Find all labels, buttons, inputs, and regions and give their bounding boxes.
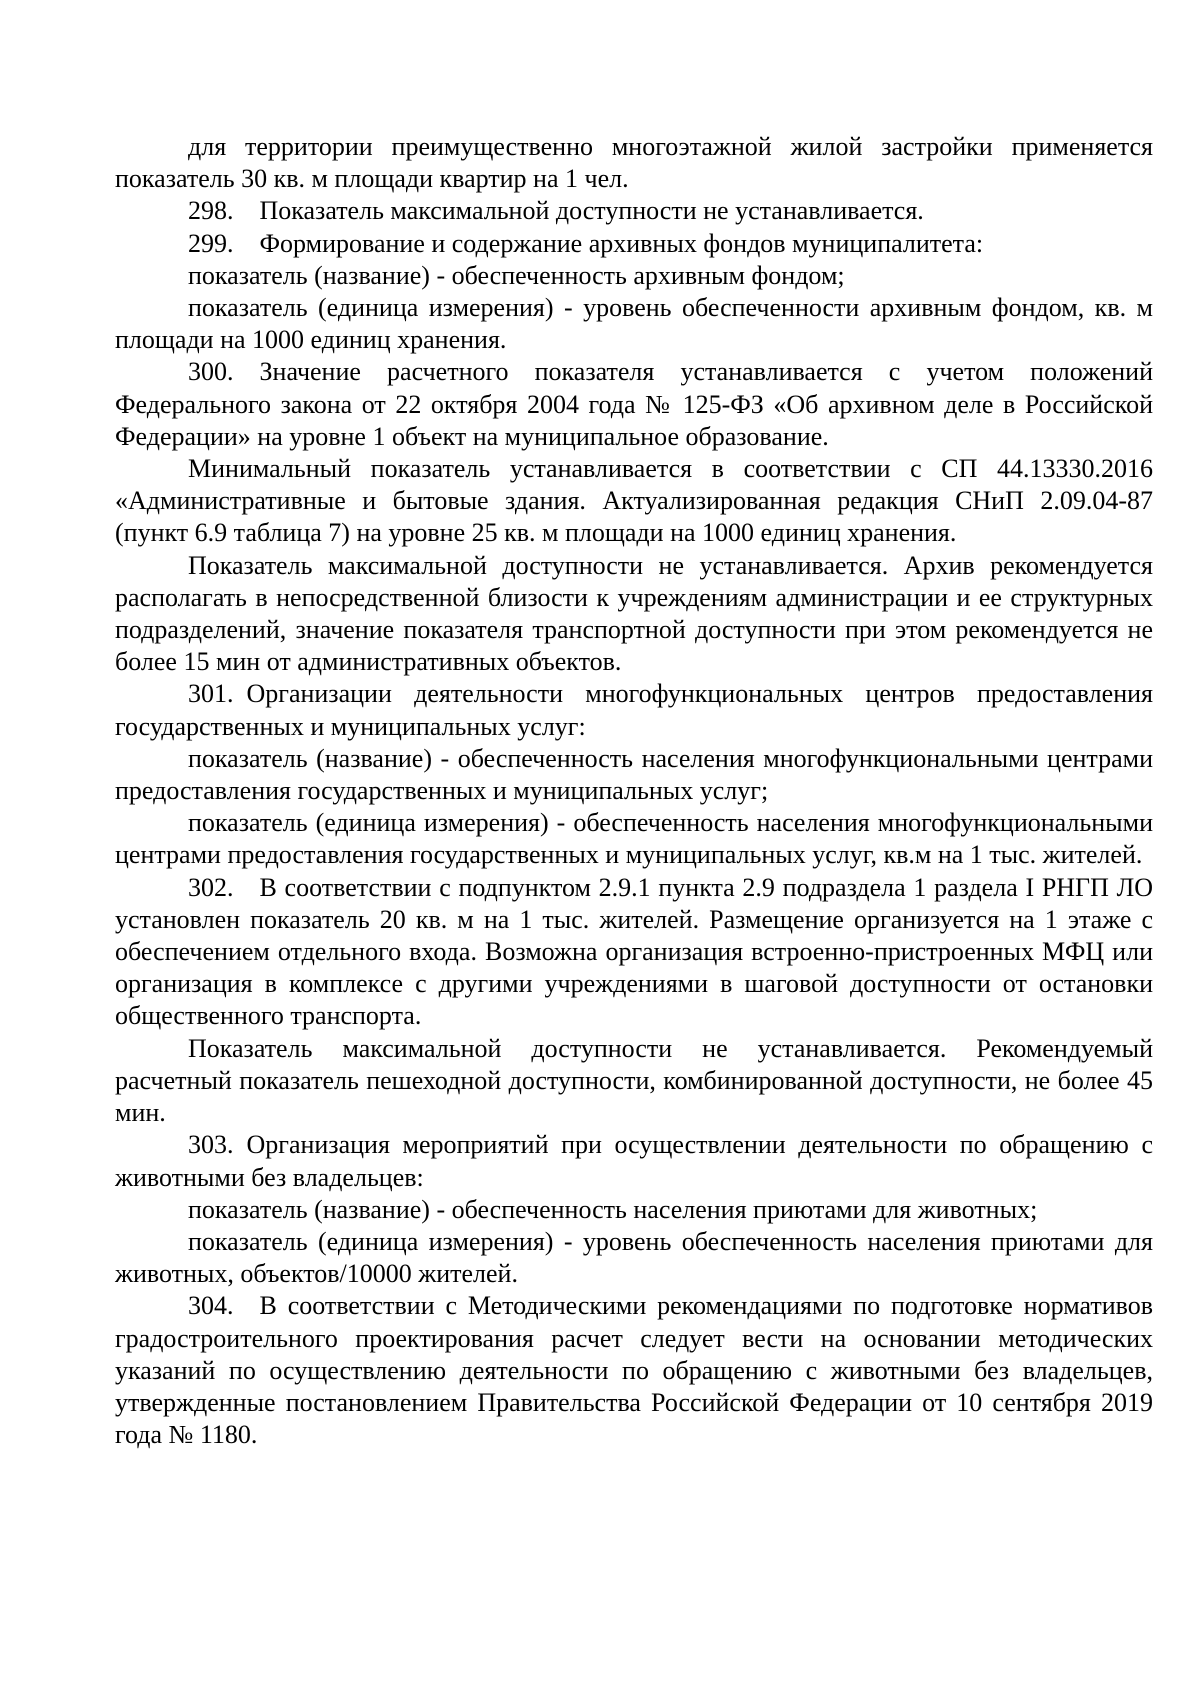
paragraph-301-indicator-unit: показатель (единица измерения) - обеспеченность населения многофункциональными центрами предоставления государственных и муниципальных услуг, кв.м на 1 тыс. жителей. — [115, 808, 1153, 870]
paragraph-301-indicator-name: показатель (название) - обеспеченность населения многофункциональными центрами предоставления государственных и муниципальных услуг; — [115, 743, 1153, 806]
paragraph-300-max-accessibility: Показатель максимальной доступности не устанавливается. Архив рекомендуется располагать в непосредственной близости к учреждениям администрации и ее структурных подразделений, значение показателя транспортной доступности при этом рекомендуется не более 15 мин от административных объектов. — [115, 550, 1153, 677]
paragraph-303-indicator-name: показатель (название) - обеспеченность населения приютами для животных; — [188, 1194, 1038, 1224]
paragraph-299-indicator-name: показатель (название) - обеспеченность архивным фондом; — [188, 260, 845, 290]
paragraph-303-indicator-unit: показатель (единица измерения) - уровень обеспеченность населения приютами для животных, объектов/10000 жителей. — [115, 1226, 1153, 1289]
paragraph-302-max-accessibility: Показатель максимальной доступности не устанавливается. Рекомендуемый расчетный показатель пешеходной доступности, комбинированной доступности, не более 45 мин. — [115, 1033, 1153, 1128]
paragraph-300: 300. Значение расчетного показателя устанавливается с учетом положений Федерального закона от 22 октября 2004 года № 125-ФЗ «Об архивном деле в Российской Федерации» на уровне 1 объект на муниципальное образование. — [115, 357, 1153, 451]
paragraph-302: 302. В соответствии с подпунктом 2.9.1 пункта 2.9 подраздела 1 раздела I РНГП ЛО установлен показатель 20 кв. м на 1 тыс. жителей. Размещение организуется на 1 этаже с обеспечением отдельного входа. Возможна организация встроенно-пристроенных МФЦ или организация в комплексе с другими учреждениями в шаговой доступности от остановки общественного транспорта. — [115, 872, 1153, 1031]
document-body — [115, 131, 1153, 1451]
paragraph-303: 303. Организация мероприятий при осуществлении деятельности по обращению с животными без владельцев: — [115, 1130, 1153, 1192]
paragraph-continuation: для территории преимущественно многоэтажной жилой застройки применяется показатель 30 кв. м площади квартир на 1 чел. — [115, 132, 1153, 194]
paragraph-300-minimum: Минимальный показатель устанавливается в соответствии с СП 44.13330.2016 «Административные и бытовые здания. Актуализированная редакция СНиП 2.09.04-87 (пункт 6.9 таблица 7) на уровне 25 кв. м площади на 1000 единиц хранения. — [115, 454, 1153, 548]
paragraph-299: 299. Формирование и содержание архивных фондов муниципалитета: — [188, 228, 984, 258]
paragraph-304: 304. В соответствии с Методическими рекомендациями по подготовке нормативов градостроительного проектирования расчет следует вести на основании методических указаний по осуществлению деятельности по обращению с животными без владельцев, утвержденные постановлением Правительства Российской Федерации от 10 сентября 2019 года № 1180. — [115, 1291, 1153, 1450]
paragraph-301: 301. Организации деятельности многофункциональных центров предоставления государственных и муниципальных услуг: — [115, 679, 1153, 741]
paragraph-298: 298. Показатель максимальной доступности не устанавливается. — [188, 196, 924, 226]
paragraph-299-indicator-unit: показатель (единица измерения) - уровень обеспеченности архивным фондом, кв. м площади на 1000 единиц хранения. — [115, 293, 1153, 355]
